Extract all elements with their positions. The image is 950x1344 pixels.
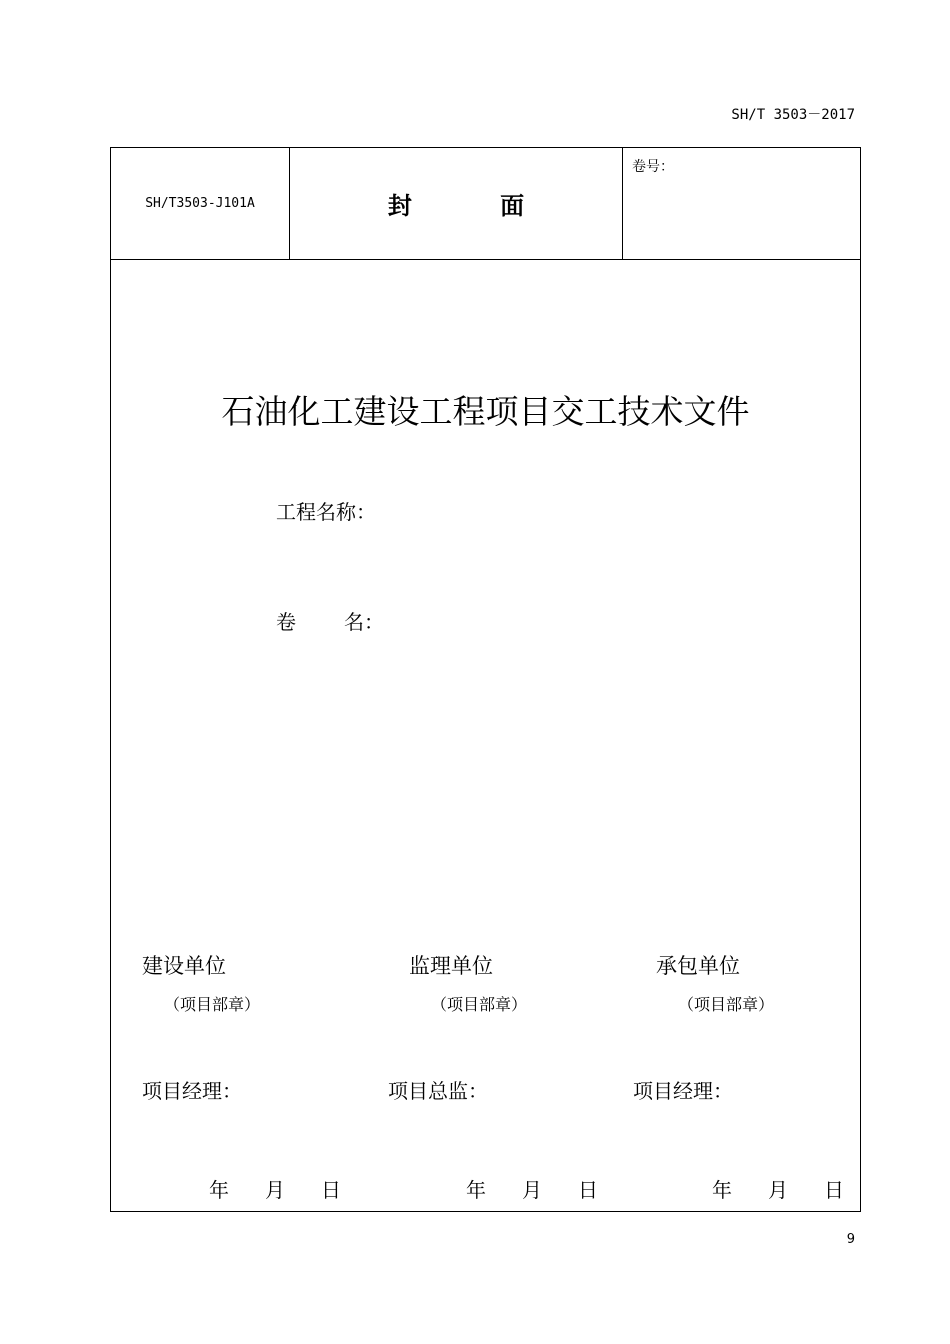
party-name: 监理单位 <box>409 954 493 978</box>
date-year: 年 <box>466 1178 486 1202</box>
project-name-label: 工程名称： <box>276 500 376 524</box>
volume-name-label <box>276 606 384 635</box>
cover-form <box>110 147 861 1212</box>
party-seal: （项目部章） <box>164 995 261 1014</box>
date-owner <box>209 1174 341 1203</box>
date-month: 月 <box>265 1178 285 1202</box>
party-owner <box>142 950 260 1015</box>
date-month: 月 <box>522 1178 542 1202</box>
date-year: 年 <box>209 1178 229 1202</box>
form-header-row <box>111 148 860 260</box>
date-month: 月 <box>768 1178 788 1202</box>
volume-name-label-part1: 卷 <box>276 610 296 634</box>
date-supervisor <box>466 1174 598 1203</box>
party-name: 建设单位 <box>142 954 226 978</box>
page-number: 9 <box>846 1232 855 1247</box>
date-year: 年 <box>712 1178 732 1202</box>
manager-label-owner: 项目经理： <box>142 1079 242 1103</box>
main-title: 石油化工建设工程项目交工技术文件 <box>221 392 750 431</box>
form-code: SH/T3503-J101A <box>111 148 290 259</box>
volume-name-label-part2: 名： <box>344 610 384 634</box>
volume-number-label: 卷号： <box>632 159 674 175</box>
party-supervisor <box>409 950 527 1015</box>
party-name: 承包单位 <box>656 954 740 978</box>
form-title: 封 面 <box>290 148 623 259</box>
manager-label-supervisor: 项目总监： <box>388 1079 488 1103</box>
date-contractor <box>712 1174 844 1203</box>
party-contractor <box>656 950 774 1015</box>
party-seal: （项目部章） <box>431 995 528 1014</box>
date-day: 日 <box>321 1178 341 1202</box>
manager-label-contractor: 项目经理： <box>633 1079 733 1103</box>
volume-number-cell <box>624 148 860 259</box>
party-seal: （项目部章） <box>678 995 775 1014</box>
standard-code: SH/T 3503－2017 <box>731 107 855 123</box>
date-day: 日 <box>578 1178 598 1202</box>
date-day: 日 <box>824 1178 844 1202</box>
